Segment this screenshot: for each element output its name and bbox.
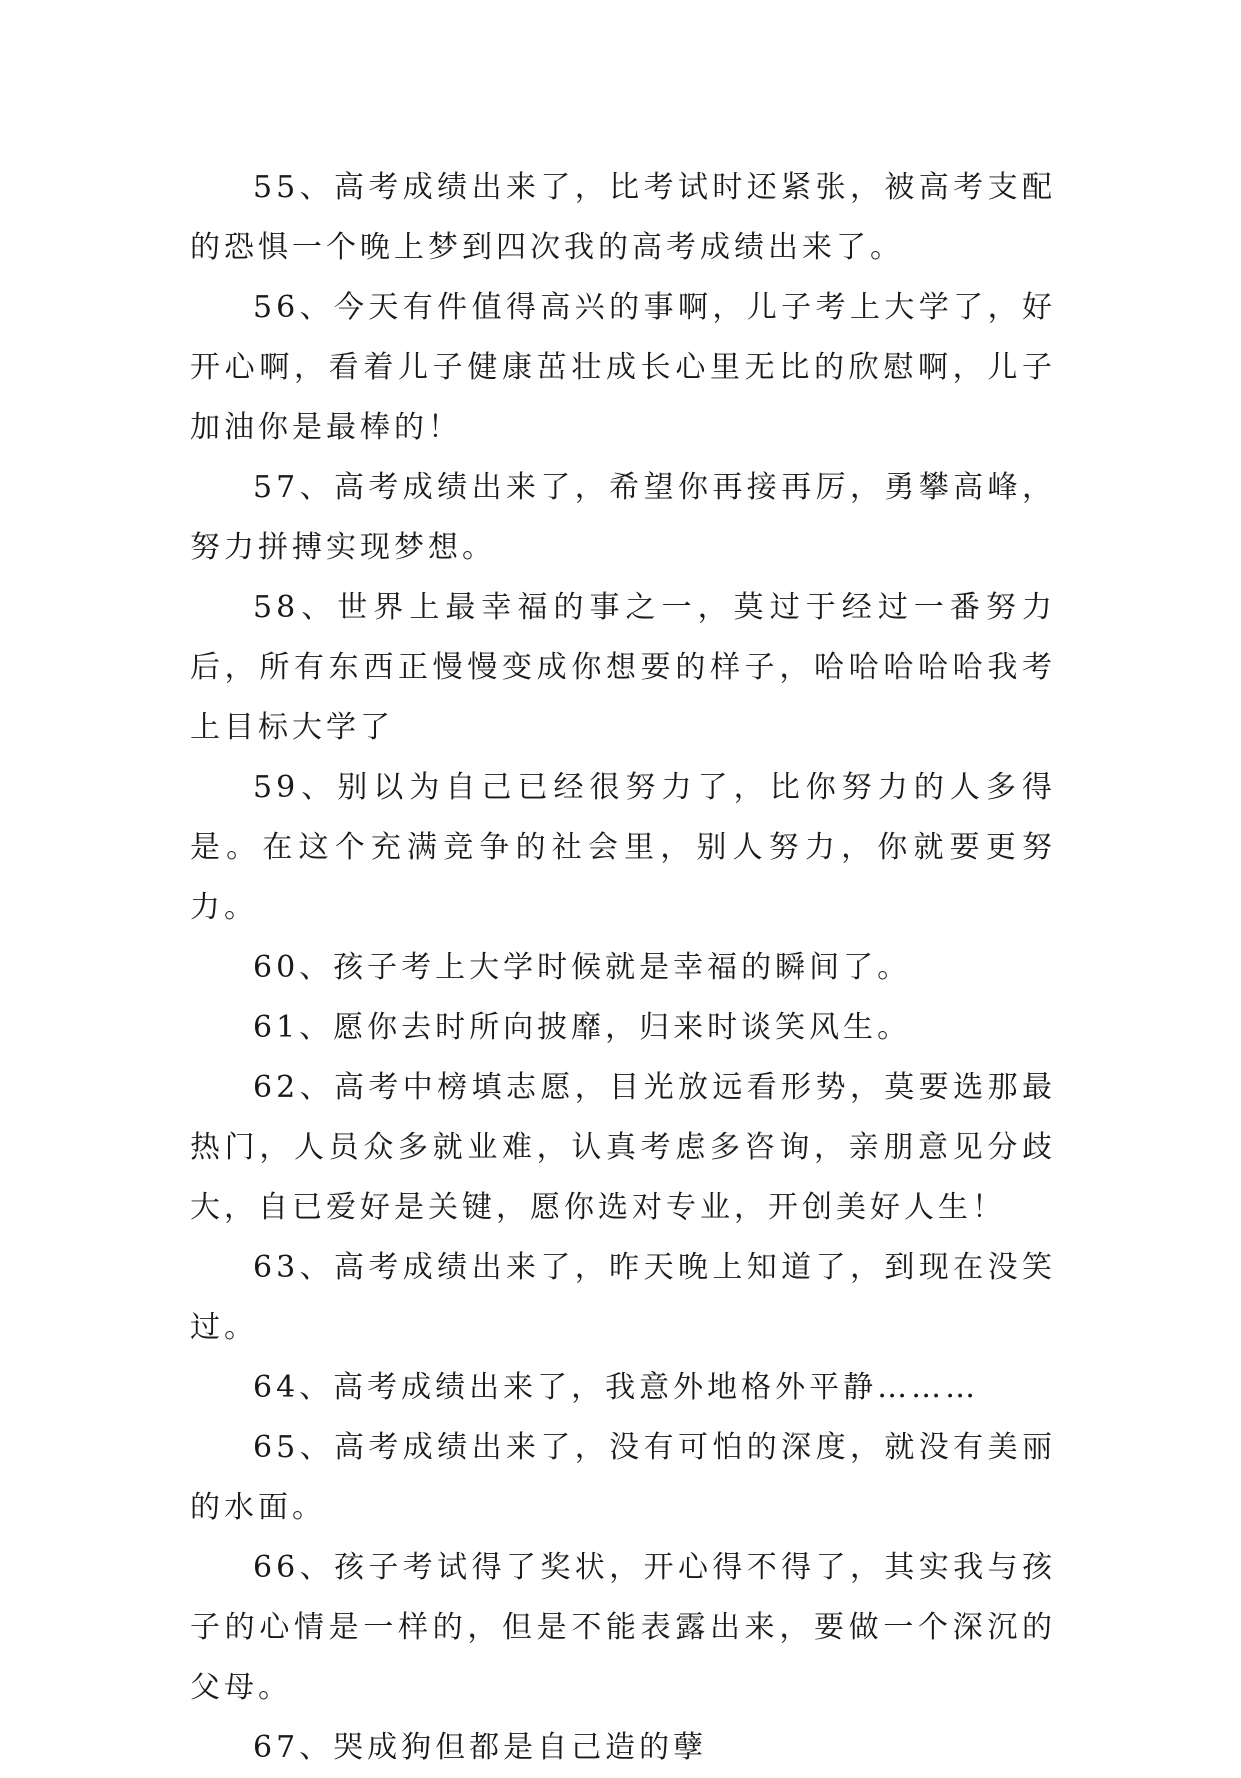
document-body xyxy=(190,158,1056,1778)
paragraph-60: 60、孩子考上大学时候就是幸福的瞬间了。 xyxy=(253,950,912,985)
paragraph-59: 59、别以为自己已经很努力了，比你努力的人多得是。在这个充满竞争的社会里，别人努力，你就要更努力。 xyxy=(190,770,1056,925)
paragraph-66: 66、孩子考试得了奖状，开心得不得了，其实我与孩子的心情是一样的，但是不能表露出来，要做一个深沉的父母。 xyxy=(190,1550,1056,1705)
paragraph-55: 55、高考成绩出来了，比考试时还紧张，被高考支配的恐惧一个晚上梦到四次我的高考成绩出来了。 xyxy=(190,170,1056,265)
paragraph-62: 62、高考中榜填志愿，目光放远看形势，莫要选那最热门，人员众多就业难，认真考虑多咨询，亲朋意见分歧大，自已爱好是关键，愿你选对专业，开创美好人生！ xyxy=(190,1070,1056,1225)
paragraph-65: 65、高考成绩出来了，没有可怕的深度，就没有美丽的水面。 xyxy=(190,1430,1056,1525)
paragraph-58: 58、世界上最幸福的事之一，莫过于经过一番努力后，所有东西正慢慢变成你想要的样子，哈哈哈哈哈我考上目标大学了 xyxy=(190,590,1056,745)
paragraph-64: 64、高考成绩出来了，我意外地格外平静……… xyxy=(253,1370,980,1405)
paragraph-67: 67、哭成狗但都是自己造的孽 xyxy=(253,1730,708,1765)
paragraph-56: 56、今天有件值得高兴的事啊，儿子考上大学了，好开心啊，看着儿子健康茁壮成长心里无比的欣慰啊，儿子加油你是最棒的！ xyxy=(190,290,1056,445)
paragraph-61: 61、愿你去时所向披靡，归来时谈笑风生。 xyxy=(253,1010,912,1045)
paragraph-63: 63、高考成绩出来了，昨天晚上知道了，到现在没笑过。 xyxy=(190,1250,1056,1345)
paragraph-57: 57、高考成绩出来了，希望你再接再厉，勇攀高峰，努力拼搏实现梦想。 xyxy=(190,470,1056,565)
